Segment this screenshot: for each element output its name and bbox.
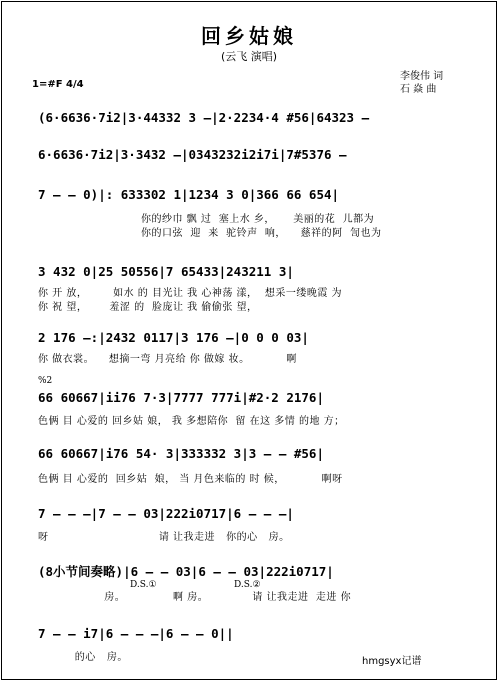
notes-row-6: 66 60667|ii76 7·3|7777 777i|#2·2 2176|: [38, 389, 324, 405]
notes-row-8: 7 – – –|7 – – 03|222i0717|6 – – –|: [38, 505, 294, 521]
key-signature: 1=#F 4/4: [32, 79, 84, 90]
song-subtitle: (云飞 演唱): [220, 50, 278, 63]
lyric-row-8: 呀 请 让我走进 你的心 房。: [38, 532, 290, 543]
score-row-9: [38, 560, 474, 582]
lyric-row-10: 的心 房。: [38, 652, 128, 663]
score-row-10: [38, 622, 474, 644]
lyric-row-6: 色俩 目 心爱的 回乡姑 娘， 我 多想陪你 留 在这 多情 的地 方；: [38, 416, 345, 427]
score-row-5: [38, 326, 474, 348]
notes-row-7: 66 60667|i76 54· 3|333332 3|3 – – #56|: [38, 445, 324, 461]
credits: [400, 70, 490, 96]
lyric-row-4b: 你 祝 望， 羞涩 的 脸庞让 我 偷偷张 望，: [38, 302, 258, 313]
composer-credit: 石 焱 曲: [400, 84, 437, 95]
segno-mark-1: %2: [38, 376, 53, 386]
score-row-6: [38, 386, 474, 408]
lyric-row-5: 你 做衣裳。 想摘一弯 月亮给 你 做嫁 妆。 啊: [38, 354, 297, 365]
lyricist-credit: 李俊伟 词: [400, 71, 444, 82]
score-row-4: [38, 260, 474, 282]
score-row-8: [38, 502, 474, 524]
lyric-row-3b: 你的口弦 迎 来 驼铃声 响， 慈祥的阿 訇也为: [38, 228, 382, 239]
score-row-7: [38, 442, 474, 464]
notes-row-9: (8小节间奏略)|6 – – 03|6 – – 03|222i0717|: [38, 564, 334, 579]
ds-mark-2: D.S.②: [234, 580, 261, 590]
transcriber-credit: hmgsyx记谱: [362, 656, 422, 667]
score-row-2: [38, 143, 474, 165]
notes-row-4: 3 432 0|25 50556|7 65433|243211 3|: [38, 263, 294, 279]
sheet-page: [1, 1, 497, 680]
notes-row-2: 6·6636·7i2|3·3432 –|0343232i2i7i|7#5376 –: [38, 146, 347, 162]
lyric-row-9: 房。 啊 房。 请 让我走进 走进 你: [38, 592, 352, 603]
score-row-1: [38, 106, 474, 128]
lyric-row-3a: 你的纱巾 飘 过 塞上水 乡， 美丽的花 儿都为: [38, 214, 375, 225]
song-title: 回乡姑娘: [201, 24, 297, 48]
notes-row-3: 7 – – 0)|: 633302 1|1234 3 0|366 66 654|: [38, 186, 340, 202]
notes-row-1: (6·6636·7i2|3·44332 3 –|2·2234·4 #56|64323 –: [38, 109, 370, 125]
ds-mark-1: D.S.①: [130, 580, 157, 590]
lyric-row-7: 色俩 目 心爱的 回乡姑 娘， 当 月色来临的 时 候， 啊呀: [38, 474, 343, 485]
notes-row-10: 7 – – i7|6 – – –|6 – – 0||: [38, 625, 234, 641]
score-row-3: [38, 183, 474, 205]
lyric-row-4a: 你 开 放， 如水 的 目光让 我 心神荡 漾， 想采一缕晚霞 为: [38, 288, 343, 299]
notes-row-5: 2 176 –:|2432 0117|3 176 –|0 0 0 03|: [38, 329, 309, 345]
